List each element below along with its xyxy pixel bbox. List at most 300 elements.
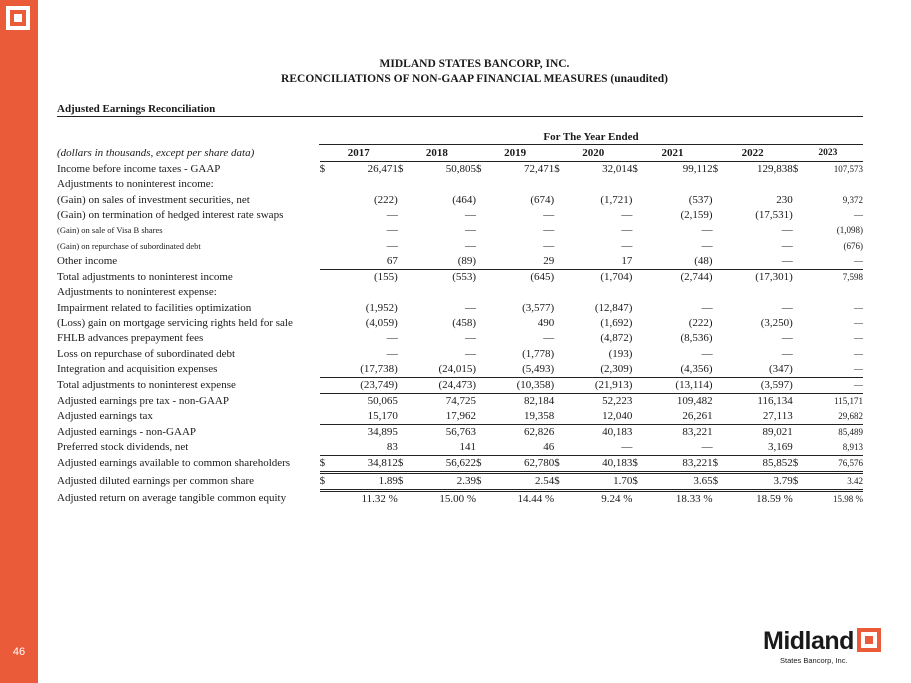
currency-cell bbox=[632, 455, 646, 472]
currency-cell bbox=[476, 455, 490, 472]
year-header: 2019 bbox=[476, 146, 554, 162]
currency-cell bbox=[793, 377, 807, 393]
currency-cell bbox=[554, 162, 568, 178]
value-cell bbox=[334, 177, 398, 192]
value-cell: 74,725 bbox=[445, 394, 477, 407]
value-cell bbox=[412, 177, 476, 192]
value-cell bbox=[646, 285, 712, 300]
currency-cell bbox=[320, 490, 334, 507]
row-label: Loss on repurchase of subordinated debt bbox=[57, 347, 236, 360]
table-row bbox=[57, 208, 863, 223]
value-cell bbox=[490, 285, 554, 300]
value-cell: 116,134 bbox=[757, 394, 793, 407]
value-cell: 490 bbox=[537, 316, 555, 329]
logo-subtitle: States Bancorp, Inc. bbox=[780, 656, 848, 665]
currency-cell bbox=[398, 393, 412, 409]
currency-cell bbox=[713, 409, 727, 425]
table-row bbox=[57, 347, 863, 362]
currency-cell bbox=[554, 316, 568, 331]
currency-cell bbox=[398, 254, 412, 270]
currency-cell bbox=[713, 455, 727, 472]
dollar-sign: $ bbox=[792, 163, 799, 175]
row-label: Adjusted earnings - non-GAAP bbox=[57, 425, 197, 438]
currency-cell bbox=[554, 300, 568, 315]
value-cell: (23,749) bbox=[334, 377, 398, 393]
currency-cell bbox=[398, 192, 412, 207]
value-cell: (21,913) bbox=[568, 377, 632, 393]
currency-cell bbox=[320, 472, 334, 490]
value-cell bbox=[490, 177, 554, 192]
currency-cell bbox=[632, 331, 646, 346]
value-cell: 34,895 bbox=[367, 425, 398, 438]
value-cell: (1,704) bbox=[600, 270, 633, 283]
currency-cell bbox=[398, 177, 412, 192]
table-row bbox=[57, 362, 863, 378]
row-label: FHLB advances prepayment fees bbox=[57, 332, 204, 345]
value-cell: 67 bbox=[334, 254, 398, 270]
value-cell: 17,962 bbox=[412, 409, 476, 425]
value-cell: (1,721) bbox=[600, 193, 633, 206]
value-cell: 56,622 bbox=[412, 455, 476, 472]
table-row bbox=[57, 490, 863, 507]
dollar-sign: $ bbox=[712, 163, 719, 175]
table-row bbox=[57, 162, 863, 178]
currency-cell bbox=[320, 424, 334, 440]
value-cell: — bbox=[465, 208, 477, 221]
row-label: Adjusted diluted earnings per common share bbox=[57, 474, 255, 487]
value-cell: — bbox=[807, 254, 863, 270]
value-cell: 62,780 bbox=[490, 455, 554, 472]
currency-cell bbox=[793, 254, 807, 270]
value-cell: 29,682 bbox=[807, 409, 863, 425]
currency-cell bbox=[398, 316, 412, 331]
value-cell: 7,598 bbox=[842, 271, 863, 282]
value-cell: (4,059) bbox=[365, 316, 398, 329]
value-cell: 29 bbox=[490, 254, 554, 270]
value-cell: 26,261 bbox=[646, 409, 712, 425]
currency-cell bbox=[398, 377, 412, 393]
currency-cell bbox=[554, 424, 568, 440]
currency-cell bbox=[632, 393, 646, 409]
currency-cell bbox=[713, 177, 727, 192]
value-cell bbox=[727, 177, 793, 192]
currency-cell bbox=[476, 440, 490, 456]
value-cell: (645) bbox=[530, 270, 555, 283]
dollar-sign: $ bbox=[554, 474, 560, 487]
currency-cell bbox=[398, 362, 412, 378]
currency-cell bbox=[713, 254, 727, 270]
value-cell: (3,597) bbox=[727, 377, 793, 393]
midland-square-icon bbox=[6, 6, 30, 30]
currency-cell bbox=[713, 424, 727, 440]
year-header: 2023 bbox=[793, 146, 863, 162]
value-cell: 2.54 bbox=[490, 472, 554, 490]
dollar-sign: $ bbox=[397, 163, 404, 175]
currency-cell bbox=[632, 316, 646, 331]
value-cell: 76,576 bbox=[807, 455, 863, 472]
dollar-sign: $ bbox=[712, 474, 719, 487]
value-cell: (2,159) bbox=[680, 208, 713, 221]
dollar-sign: $ bbox=[632, 474, 638, 487]
value-cell: 50,805 bbox=[445, 163, 477, 175]
year-header: 2017 bbox=[320, 146, 398, 162]
currency-cell bbox=[632, 223, 646, 238]
currency-cell bbox=[320, 409, 334, 425]
currency-cell bbox=[476, 162, 490, 178]
currency-cell bbox=[713, 377, 727, 393]
table-header-row bbox=[57, 146, 863, 162]
currency-cell bbox=[793, 177, 807, 192]
currency-cell bbox=[320, 254, 334, 270]
currency-cell bbox=[554, 239, 568, 254]
value-cell: 15.98 % bbox=[833, 493, 863, 504]
row-label: Total adjustments to noninterest income bbox=[57, 270, 233, 283]
value-cell: 1.89 bbox=[334, 472, 398, 490]
value-cell: (48) bbox=[646, 254, 712, 270]
value-cell: (537) bbox=[688, 193, 713, 206]
currency-cell bbox=[713, 285, 727, 300]
value-cell: — bbox=[701, 347, 713, 360]
currency-cell bbox=[793, 269, 807, 285]
table-row bbox=[57, 192, 863, 207]
row-label: Total adjustments to noninterest expense bbox=[57, 378, 236, 391]
value-cell: (2,309) bbox=[568, 362, 632, 378]
value-cell: 3.65 bbox=[646, 472, 712, 490]
value-cell: 62,826 bbox=[523, 425, 555, 438]
currency-cell bbox=[398, 409, 412, 425]
table-row bbox=[57, 300, 863, 315]
currency-cell bbox=[632, 300, 646, 315]
value-cell: 109,482 bbox=[676, 394, 713, 407]
value-cell: 1.70 bbox=[568, 472, 632, 490]
row-label: Adjusted return on average tangible common equity bbox=[57, 492, 287, 505]
currency-cell bbox=[398, 162, 412, 178]
period-header: For The Year Ended bbox=[543, 131, 639, 143]
currency-cell bbox=[713, 269, 727, 285]
currency-cell bbox=[632, 377, 646, 393]
value-cell: — bbox=[646, 440, 712, 456]
row-label: Income before income taxes - GAAP bbox=[57, 162, 221, 175]
value-cell: — bbox=[543, 224, 555, 237]
row-label: (Gain) on sales of investment securities, net bbox=[57, 193, 250, 206]
currency-cell bbox=[476, 254, 490, 270]
value-cell: — bbox=[465, 224, 477, 237]
currency-cell bbox=[632, 269, 646, 285]
currency-cell bbox=[476, 192, 490, 207]
value-cell: (17,531) bbox=[755, 208, 793, 221]
row-label: Adjustments to noninterest income: bbox=[57, 178, 214, 191]
currency-cell bbox=[554, 208, 568, 223]
currency-cell bbox=[554, 223, 568, 238]
value-cell: (674) bbox=[530, 193, 555, 206]
dollar-sign: $ bbox=[397, 456, 404, 469]
currency-cell bbox=[793, 347, 807, 362]
year-header: 2021 bbox=[632, 146, 712, 162]
year-header: 2020 bbox=[554, 146, 632, 162]
currency-cell bbox=[632, 192, 646, 207]
midland-logo bbox=[763, 627, 881, 667]
value-cell: — bbox=[465, 332, 477, 345]
currency-cell bbox=[554, 177, 568, 192]
currency-cell bbox=[713, 490, 727, 507]
value-cell: 15,170 bbox=[334, 409, 398, 425]
currency-cell bbox=[793, 162, 807, 178]
currency-cell bbox=[320, 177, 334, 192]
value-cell: (13,114) bbox=[646, 377, 712, 393]
value-cell: — bbox=[854, 317, 863, 328]
currency-cell bbox=[632, 285, 646, 300]
value-cell: (347) bbox=[727, 362, 793, 378]
value-cell: (1,692) bbox=[600, 316, 633, 329]
value-cell: (24,015) bbox=[412, 362, 476, 378]
table-row bbox=[57, 377, 863, 393]
dollar-sign: $ bbox=[554, 163, 560, 175]
value-cell: 56,763 bbox=[445, 425, 477, 438]
value-cell: 40,183 bbox=[568, 455, 632, 472]
currency-cell bbox=[713, 208, 727, 223]
currency-cell bbox=[554, 472, 568, 490]
currency-cell bbox=[320, 208, 334, 223]
value-cell: 46 bbox=[490, 440, 554, 456]
value-cell: (17,301) bbox=[755, 270, 793, 283]
value-cell: (4,356) bbox=[646, 362, 712, 378]
value-cell: (10,358) bbox=[490, 377, 554, 393]
dollar-sign: $ bbox=[319, 474, 326, 487]
currency-cell bbox=[793, 223, 807, 238]
table-row bbox=[57, 177, 863, 192]
value-cell: — bbox=[386, 208, 398, 221]
row-label: Integration and acquisition expenses bbox=[57, 363, 218, 376]
value-cell: 32,014 bbox=[602, 163, 633, 175]
year-header: 2022 bbox=[713, 146, 793, 162]
currency-cell bbox=[320, 269, 334, 285]
currency-cell bbox=[632, 177, 646, 192]
row-label: (Gain) on sale of Visa B shares bbox=[57, 225, 163, 236]
table-row bbox=[57, 269, 863, 285]
value-cell: (3,577) bbox=[522, 301, 555, 314]
currency-cell bbox=[713, 331, 727, 346]
value-cell: (1,098) bbox=[836, 225, 863, 236]
units-label: (dollars in thousands, except per share data) bbox=[57, 147, 255, 160]
currency-cell bbox=[713, 472, 727, 490]
currency-cell bbox=[476, 316, 490, 331]
value-cell: — bbox=[386, 224, 398, 237]
value-cell: 18.59 % bbox=[756, 492, 793, 505]
dollar-sign: $ bbox=[319, 456, 326, 469]
value-cell: — bbox=[854, 333, 863, 344]
value-cell bbox=[807, 177, 863, 192]
value-cell: 82,184 bbox=[523, 394, 555, 407]
value-cell: — bbox=[854, 348, 863, 359]
table-row bbox=[57, 331, 863, 346]
currency-cell bbox=[398, 285, 412, 300]
row-label: (Gain) on termination of hedged interest rate swaps bbox=[57, 208, 284, 221]
currency-cell bbox=[320, 223, 334, 238]
value-cell: — bbox=[781, 301, 793, 314]
currency-cell bbox=[554, 393, 568, 409]
currency-cell bbox=[398, 490, 412, 507]
currency-cell bbox=[793, 316, 807, 331]
value-cell: (17,738) bbox=[334, 362, 398, 378]
currency-cell bbox=[476, 490, 490, 507]
currency-cell bbox=[476, 269, 490, 285]
value-cell: 72,471 bbox=[523, 163, 555, 175]
value-cell: (1,778) bbox=[522, 347, 555, 360]
currency-cell bbox=[713, 440, 727, 456]
value-cell: — bbox=[701, 239, 713, 252]
value-cell: 107,573 bbox=[833, 164, 863, 174]
period-rule bbox=[319, 144, 863, 145]
currency-cell bbox=[398, 208, 412, 223]
value-cell: — bbox=[807, 362, 863, 378]
value-cell: (553) bbox=[452, 270, 477, 283]
row-label: Preferred stock dividends, net bbox=[57, 441, 189, 454]
dollar-sign: $ bbox=[632, 456, 638, 469]
value-cell: — bbox=[568, 440, 632, 456]
currency-cell bbox=[476, 177, 490, 192]
currency-cell bbox=[398, 472, 412, 490]
currency-cell bbox=[554, 409, 568, 425]
value-cell: 8,913 bbox=[807, 440, 863, 456]
currency-cell bbox=[320, 347, 334, 362]
value-cell: (8,536) bbox=[680, 332, 713, 345]
currency-cell bbox=[793, 490, 807, 507]
value-cell: (222) bbox=[688, 316, 713, 329]
row-label: Adjusted earnings tax bbox=[57, 410, 153, 423]
currency-cell bbox=[554, 490, 568, 507]
currency-cell bbox=[554, 347, 568, 362]
value-cell: 17 bbox=[568, 254, 632, 270]
value-cell: (222) bbox=[374, 193, 398, 206]
row-label: Adjusted earnings available to common shareholders bbox=[57, 457, 291, 470]
currency-cell bbox=[320, 285, 334, 300]
currency-cell bbox=[398, 440, 412, 456]
currency-cell bbox=[320, 316, 334, 331]
value-cell bbox=[727, 285, 793, 300]
currency-cell bbox=[713, 393, 727, 409]
table-row bbox=[57, 455, 863, 472]
currency-cell bbox=[632, 424, 646, 440]
value-cell: 40,183 bbox=[602, 425, 633, 438]
currency-cell bbox=[554, 455, 568, 472]
table-row bbox=[57, 472, 863, 490]
table-row bbox=[57, 440, 863, 456]
table-row bbox=[57, 424, 863, 440]
dollar-sign: $ bbox=[554, 456, 560, 469]
currency-cell bbox=[476, 472, 490, 490]
currency-cell bbox=[320, 377, 334, 393]
value-cell: — bbox=[854, 209, 863, 220]
dollar-sign: $ bbox=[397, 474, 404, 487]
value-cell: 18.33 % bbox=[675, 492, 713, 505]
value-cell: (4,872) bbox=[600, 332, 633, 345]
currency-cell bbox=[793, 440, 807, 456]
table-row bbox=[57, 409, 863, 425]
value-cell: 141 bbox=[412, 440, 476, 456]
value-cell: (458) bbox=[452, 316, 477, 329]
currency-cell bbox=[793, 409, 807, 425]
year-header: 2018 bbox=[398, 146, 476, 162]
dollar-sign: $ bbox=[632, 163, 638, 175]
value-cell: 85,489 bbox=[838, 426, 863, 437]
dollar-sign: $ bbox=[476, 163, 482, 175]
currency-cell bbox=[398, 331, 412, 346]
currency-cell bbox=[476, 424, 490, 440]
value-cell: — bbox=[386, 332, 398, 345]
value-cell: (89) bbox=[412, 254, 476, 270]
currency-cell bbox=[632, 239, 646, 254]
value-cell: (12,847) bbox=[594, 301, 633, 314]
table-row bbox=[57, 223, 863, 238]
currency-cell bbox=[554, 192, 568, 207]
currency-cell bbox=[632, 162, 646, 178]
currency-cell bbox=[713, 347, 727, 362]
row-label: Adjusted earnings pre tax - non-GAAP bbox=[57, 394, 229, 407]
value-cell: 2.39 bbox=[412, 472, 476, 490]
currency-cell bbox=[793, 362, 807, 378]
value-cell: 3.79 bbox=[727, 472, 793, 490]
currency-cell bbox=[793, 300, 807, 315]
value-cell: 3,169 bbox=[727, 440, 793, 456]
value-cell: — bbox=[465, 239, 477, 252]
currency-cell bbox=[320, 455, 334, 472]
value-cell: — bbox=[386, 347, 398, 360]
currency-cell bbox=[554, 440, 568, 456]
dollar-sign: $ bbox=[476, 474, 482, 487]
currency-cell bbox=[476, 208, 490, 223]
currency-cell bbox=[632, 208, 646, 223]
table-row bbox=[57, 316, 863, 331]
value-cell bbox=[568, 285, 632, 300]
currency-cell bbox=[793, 208, 807, 223]
currency-cell bbox=[713, 362, 727, 378]
left-brand-bar bbox=[0, 0, 38, 683]
currency-cell bbox=[398, 223, 412, 238]
currency-cell bbox=[476, 300, 490, 315]
value-cell: 27,113 bbox=[727, 409, 793, 425]
company-title: MIDLAND STATES BANCORP, INC. bbox=[379, 58, 570, 70]
currency-cell bbox=[554, 331, 568, 346]
table-row bbox=[57, 393, 863, 409]
value-cell: — bbox=[701, 224, 713, 237]
currency-cell bbox=[632, 490, 646, 507]
currency-cell bbox=[713, 239, 727, 254]
currency-cell bbox=[320, 331, 334, 346]
currency-cell bbox=[554, 254, 568, 270]
currency-cell bbox=[713, 223, 727, 238]
currency-cell bbox=[793, 239, 807, 254]
currency-cell bbox=[476, 331, 490, 346]
value-cell: — bbox=[465, 301, 477, 314]
currency-cell bbox=[793, 424, 807, 440]
row-label: Other income bbox=[57, 255, 118, 268]
dollar-sign: $ bbox=[476, 456, 482, 469]
value-cell: (5,493) bbox=[490, 362, 554, 378]
currency-cell bbox=[632, 362, 646, 378]
value-cell: — bbox=[781, 347, 793, 360]
value-cell: (3,250) bbox=[760, 316, 793, 329]
value-cell: — bbox=[386, 239, 398, 252]
value-cell: — bbox=[807, 377, 863, 393]
currency-cell bbox=[793, 393, 807, 409]
currency-cell bbox=[320, 239, 334, 254]
currency-cell bbox=[398, 424, 412, 440]
currency-cell bbox=[476, 347, 490, 362]
value-cell: 3.42 bbox=[807, 472, 863, 490]
value-cell: 83,221 bbox=[682, 425, 713, 438]
value-cell bbox=[412, 285, 476, 300]
currency-cell bbox=[320, 440, 334, 456]
